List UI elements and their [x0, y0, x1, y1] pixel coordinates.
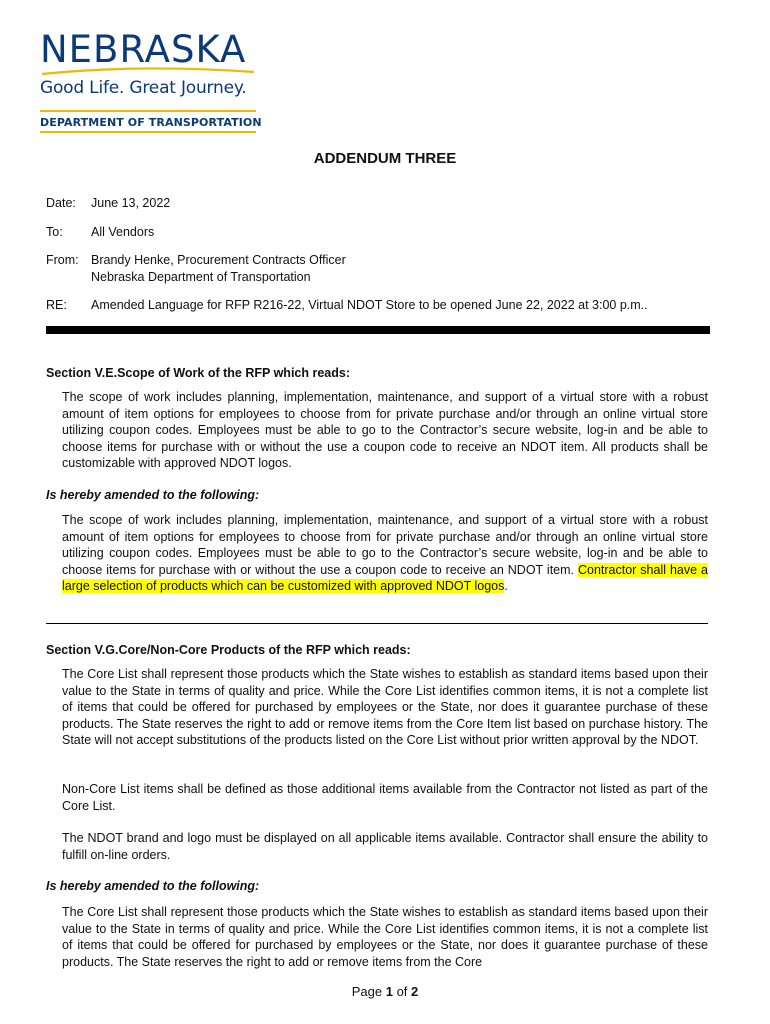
- section2-para3: The NDOT brand and logo must be displayed on all applicable items available. Contractor shall ensure the ability to fulfill on-line orders.: [62, 831, 708, 862]
- header-divider-bar: [46, 326, 710, 334]
- page-word: Page: [351, 984, 383, 999]
- re-value: Amended Language for RFP R216-22, Virtual NDOT Store to be opened June 22, 2022 at 3:00 p.m..: [91, 298, 648, 312]
- logo-wordmark: NEBRASKA: [40, 28, 247, 71]
- nebraska-dot-logo: [40, 30, 280, 133]
- section2-para1: The Core List shall represent those products which the State wishes to establish as standard items based upon their value to the State in terms of quality and price. While the Core List identifies common items, it is not a complete list of items that could be offered for purchased by employees or the State, nor does it guarantee purchase of these products. The State reserves the right to add or remove items from the Core Item list based on purchase history. The State will not accept substitutions of the products listed on the Core List without prior written approval by the NDOT.: [62, 667, 708, 747]
- page-number: 1: [385, 984, 393, 999]
- logo-swoosh-icon: [40, 66, 256, 76]
- section1-amend-heading: Is hereby amended to the following:: [46, 488, 260, 502]
- section2-heading: Section V.G.Core/Non-Core Products of the RFP which reads:: [46, 643, 411, 657]
- date-label: Date:: [46, 196, 76, 210]
- document-title: ADDENDUM THREE: [313, 150, 457, 167]
- section2-para2: Non-Core List items shall be defined as those additional items available from the Contractor not listed as part of the Core List.: [62, 782, 708, 813]
- page-total: 2: [411, 984, 419, 999]
- section2-amended-para1: The Core List shall represent those products which the State wishes to establish as standard items based upon their value to the State in terms of quality and price. While the Core List identifies common items, it is not a complete list of items that could be offered for purchased by employees or the State, nor does it guarantee purchase of these products. The State reserves the right to add or remove items from the Core: [62, 905, 708, 969]
- section1-amended-end: .: [504, 579, 508, 593]
- logo-department: DEPARTMENT OF TRANSPORTATION: [40, 116, 262, 129]
- section1-amended-text: [62, 512, 708, 595]
- section1-amended-plain: The scope of work includes planning, implementation, maintenance, and support of a virtual store with a robust amount of item options for employees to choose from for private purchase and/or through an online virtual store utilizing coupon codes. Employees must be able to go to the Contractor’s secure website, log-in and be able to choose items for purchase with or without the use a coupon code to receive an NDOT item.: [62, 513, 708, 577]
- logo-rule-bottom: [40, 131, 256, 133]
- section1-amended-highlight: Contractor shall have a large selection of products which can be customized with approved NDOT logos: [62, 562, 708, 593]
- logo-rule-top: [40, 110, 256, 112]
- section-separator: [46, 623, 708, 624]
- to-label: To:: [46, 225, 63, 239]
- section2-amend-heading: Is hereby amended to the following:: [46, 879, 260, 893]
- re-label: RE:: [46, 298, 67, 312]
- from-value-line2: Nebraska Department of Transportation: [91, 270, 311, 284]
- page-footer: [0, 984, 770, 999]
- to-value: All Vendors: [91, 225, 155, 239]
- from-value-line1: Brandy Henke, Procurement Contracts Officer: [91, 253, 346, 267]
- section1-original-text: The scope of work includes planning, implementation, maintenance, and support of a virtual store with a robust amount of item options for employees to choose from for private purchase and/or through an online virtual store utilizing coupon codes. Employees must be able to go to the Contractor’s secure website, log-in and be able to choose items for purchase with or without the use a coupon code to receive an NDOT item. All products shall be customizable with approved NDOT logos.: [62, 390, 708, 470]
- of-word: of: [396, 984, 408, 999]
- logo-tagline: Good Life. Great Journey.: [40, 78, 247, 98]
- from-label: From:: [46, 253, 79, 267]
- section1-heading: Section V.E.Scope of Work of the RFP which reads:: [46, 366, 350, 380]
- date-value: June 13, 2022: [91, 196, 171, 210]
